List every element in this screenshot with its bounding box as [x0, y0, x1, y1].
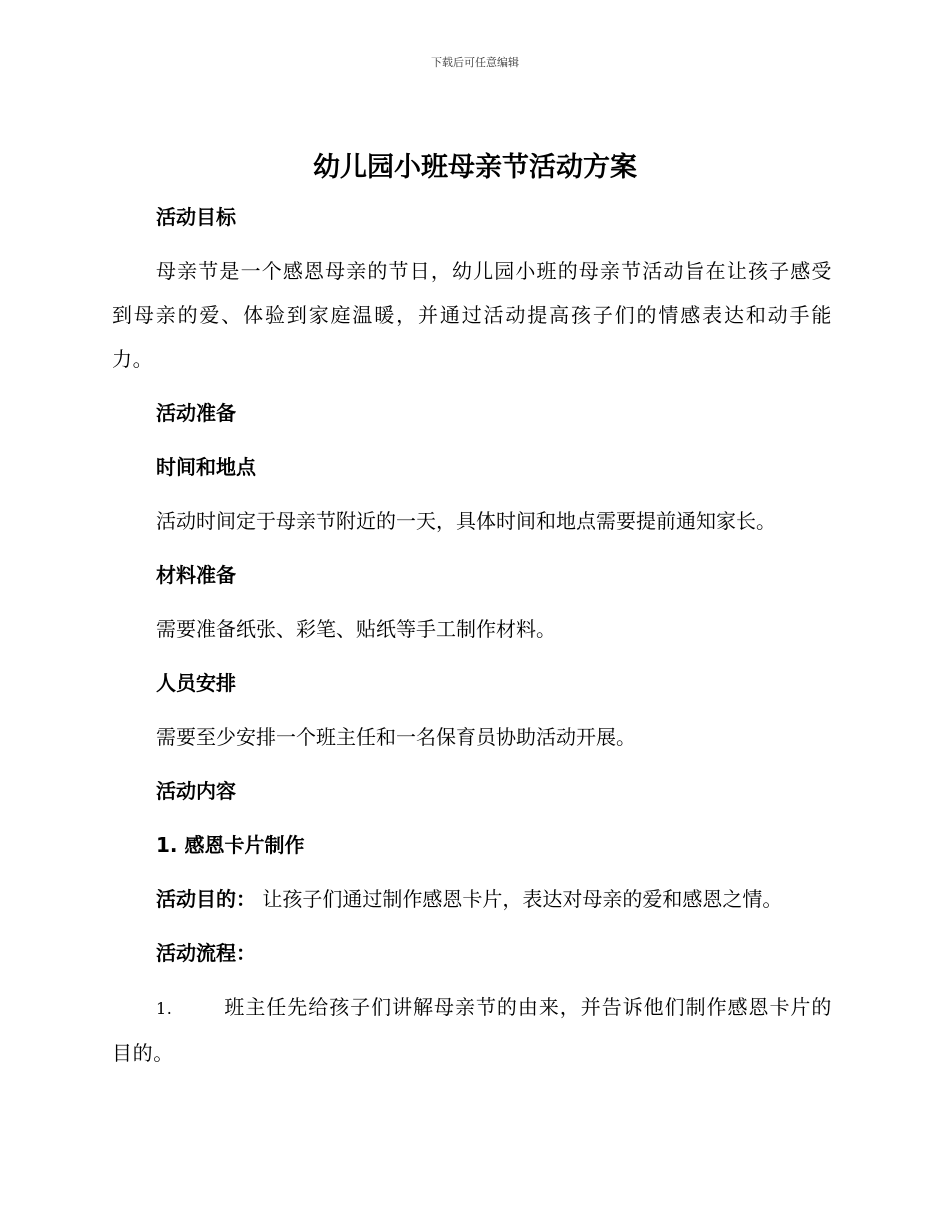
materials-heading: 材料准备	[156, 563, 236, 587]
flow-item	[112, 985, 832, 1075]
flow-item-text: 班主任先给孩子们讲解母亲节的由来，并告诉他们制作感恩卡片的目的。	[112, 995, 832, 1065]
card-making-heading: 1. 感恩卡片制作	[156, 833, 305, 857]
document-body	[112, 195, 832, 1085]
time-place-paragraph: 活动时间定于母亲节附近的一天，具体时间和地点需要提前通知家长。	[156, 509, 776, 533]
page-title: 幼儿园小班母亲节活动方案	[313, 152, 637, 183]
time-place-heading: 时间和地点	[156, 455, 256, 479]
content-heading: 活动内容	[156, 779, 236, 803]
header-note: 下载后可任意编辑	[431, 56, 519, 69]
goal-heading: 活动目标	[156, 205, 236, 229]
staff-heading: 人员安排	[156, 671, 236, 695]
flow-item-number: 1.	[156, 999, 173, 1018]
purpose-label: 活动目的：	[156, 887, 256, 911]
prep-heading: 活动准备	[156, 401, 236, 425]
materials-paragraph: 需要准备纸张、彩笔、贴纸等手工制作材料。	[156, 617, 556, 641]
purpose-line	[112, 877, 832, 921]
purpose-text: 让孩子们通过制作感恩卡片，表达对母亲的爱和感恩之情。	[262, 887, 783, 911]
goal-paragraph: 母亲节是一个感恩母亲的节日，幼儿园小班的母亲节活动旨在让孩子感受到母亲的爱、体验到家庭温暖，并通过活动提高孩子们的情感表达和动手能力。	[112, 259, 832, 371]
flow-label: 活动流程：	[156, 941, 256, 965]
staff-paragraph: 需要至少安排一个班主任和一名保育员协助活动开展。	[156, 725, 636, 749]
